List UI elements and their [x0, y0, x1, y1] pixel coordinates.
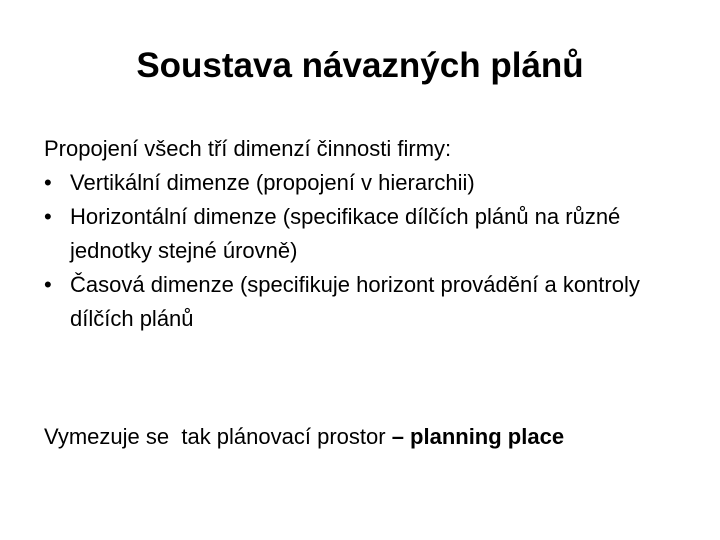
- intro-text: Propojení všech tří dimenzí činnosti firmy:: [44, 136, 452, 161]
- closing-bold: – planning place: [391, 424, 565, 449]
- bullet-item-horizontal: • Horizontální dimenze (specifikace dílčích plánů na různé jednotky stejné úrovně): [44, 200, 684, 268]
- closing-prefix: Vymezuje se tak plánovací prostor: [44, 424, 392, 449]
- slide-body: [44, 132, 684, 336]
- bullet-list: [44, 166, 684, 336]
- bullet-item-time: • Časová dimenze (specifikuje horizont provádění a kontroly dílčích plánů: [44, 268, 684, 336]
- slide-title: Soustava návazných plánů: [136, 46, 584, 85]
- closing-text: [44, 420, 564, 454]
- bullet-item-vertical: • Vertikální dimenze (propojení v hierarchii): [44, 166, 684, 200]
